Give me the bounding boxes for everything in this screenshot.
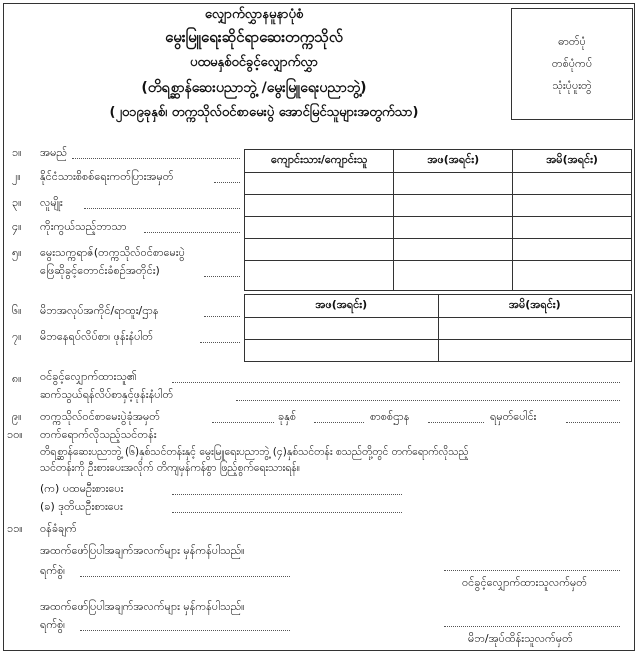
- occupation-mother-cell[interactable]: [438, 318, 632, 340]
- item-5-label-cont: ဖြေဆိုခွင့်တောင်းခံစဉ်အတိုင်း): [40, 264, 160, 277]
- religion-leader: [144, 232, 240, 233]
- parent-signature-field[interactable]: [444, 626, 620, 627]
- first-choice-field[interactable]: [172, 494, 402, 495]
- second-choice-label: (ခ) ဒုတိယဦးစားပေး: [40, 500, 123, 513]
- name-student-cell[interactable]: [245, 173, 394, 195]
- item-5-label: မွေးသက္ကရာဇ်(တက္ကသိုလ်ဝင်စာမေးပွဲ: [40, 246, 185, 259]
- name-leader: [72, 158, 240, 159]
- item-2-label: နိုင်ငံသားစိစစ်ရေးကတ်ပြားအမှတ်: [40, 170, 174, 183]
- nrc-mother-cell[interactable]: [513, 195, 632, 217]
- occupation-leader: [204, 316, 240, 317]
- item-9-num: ၉။: [12, 410, 22, 423]
- roll-number-field[interactable]: [212, 422, 274, 423]
- item-1-label: အမည်: [40, 146, 68, 159]
- race-leader: [84, 208, 240, 209]
- item-7-label: မိဘနေရပ်လိပ်စာ၊ ဖုန်းနံပါတ်: [40, 330, 154, 343]
- item-5-num: ၅။: [12, 246, 22, 259]
- religion-student-cell[interactable]: [245, 239, 394, 261]
- name-father-cell[interactable]: [394, 173, 513, 195]
- nrc-student-cell[interactable]: [245, 195, 394, 217]
- item-8-label-cont: ဆက်သွယ်ရန်လိပ်စာနှင့်ဖုန်းနံပါတ်: [40, 388, 174, 401]
- address-father-cell[interactable]: [245, 340, 439, 362]
- item-6-label: မိဘအလုပ်အကိုင်/ရာထူး/ဌာန: [40, 304, 159, 317]
- degree-options: (တိရစ္ဆာန်ဆေးပညာဘွဲ့ /မွေးမြူရေးပညာဘွဲ့): [141, 80, 367, 96]
- second-choice-field[interactable]: [172, 512, 402, 513]
- item-3-label: လူမျိုး: [40, 196, 63, 209]
- dob-leader: [204, 276, 240, 277]
- date-label-2: ရက်စွဲ၊: [40, 618, 66, 631]
- col-mother: အမိ(အရင်း): [513, 150, 632, 173]
- religion-father-cell[interactable]: [394, 239, 513, 261]
- form-subtitle: ပထမနှစ်ဝင်ခွင့်လျှောက်လွှာ: [190, 55, 318, 70]
- photo-instruction-copies: သုံးပုံပူးတွဲ: [552, 79, 592, 92]
- col2-mother: အမိ(အရင်း): [438, 295, 632, 318]
- declaration-statement-2: အထက်ဖော်ပြပါအချက်အလက်များ မှန်ကန်ပါသည်။: [40, 600, 245, 613]
- item-10-num: ၁၀။: [7, 428, 23, 441]
- item-4-num: ၄။: [12, 220, 22, 233]
- date-field-2[interactable]: [80, 630, 290, 631]
- eligibility-note: (၂၀၁၉ခုနှစ်၊ တက္ကသိုလ်ဝင်စာမေးပွဲ အောင်မြင်သူများအတွက်သာ): [109, 105, 419, 120]
- parents-info-table: [244, 294, 632, 362]
- item-2-num: ၂။: [12, 170, 21, 183]
- photo-instruction-attach: တစ်ပုံကပ်: [551, 57, 593, 70]
- address-leader: [200, 342, 240, 343]
- item-11-num: ၁၁။: [7, 522, 23, 535]
- item-6-num: ၆။: [12, 304, 22, 317]
- applicant-address-line-2[interactable]: [236, 400, 620, 401]
- total-marks-field[interactable]: [566, 422, 620, 423]
- occupation-father-cell[interactable]: [245, 318, 439, 340]
- item-9-label: တက္ကသိုလ်ဝင်စာမေးပွဲခုံအမှတ်: [40, 410, 161, 423]
- exam-center-field[interactable]: [428, 422, 484, 423]
- applicant-signature-label: ဝင်ခွင့်လျှောက်ထားသူလက်မှတ်: [462, 576, 587, 589]
- item-10-label: တက်ရောက်လိုသည့်သင်တန်း: [40, 428, 157, 441]
- item-4-label: ကိုးကွယ်သည့်ဘာသာ: [40, 220, 127, 233]
- nrc-father-cell[interactable]: [394, 195, 513, 217]
- col-student: ကျောင်းသား/ကျောင်းသူ: [245, 150, 394, 173]
- race-father-cell[interactable]: [394, 217, 513, 239]
- race-mother-cell[interactable]: [513, 217, 632, 239]
- personal-info-table: [244, 149, 632, 291]
- address-mother-cell[interactable]: [438, 340, 632, 362]
- total-marks-label: ရမှတ်ပေါင်း: [490, 410, 537, 423]
- applicant-signature-field[interactable]: [444, 570, 620, 571]
- item-1-num: ၁။: [12, 146, 22, 159]
- item-8-label: ဝင်ခွင့်လျှောက်ထားသူ၏: [40, 370, 137, 383]
- university-name: မွေးမြူရေးဆိုင်ရာဆေးတက္ကသိုလ်: [165, 28, 343, 46]
- photo-label: ဓာတ်ပုံ: [558, 35, 586, 48]
- first-choice-label: (က) ပထမဦးစားပေး: [40, 482, 124, 495]
- course-instruction-2: သင်တန်းကို ဦးစားပေးအလိုက် တိကျမှန်ကန်စွာ ဖြည့်စွက်ရေးသားရန်။: [40, 462, 300, 474]
- item-8-num: ၈။: [12, 372, 22, 385]
- name-mother-cell[interactable]: [513, 173, 632, 195]
- date-field-1[interactable]: [80, 576, 290, 577]
- declaration-statement-1: အထက်ဖော်ပြပါအချက်အလက်များ မှန်ကန်ပါသည်။: [40, 544, 245, 557]
- race-student-cell[interactable]: [245, 217, 394, 239]
- religion-mother-cell[interactable]: [513, 239, 632, 261]
- applicant-address-line-1[interactable]: [172, 382, 620, 383]
- form-title-sample: လျှောက်လွှာနမူနာပုံစံ: [204, 7, 304, 22]
- application-form: [3, 3, 635, 651]
- item-11-label: ဝန်ခံချက်: [40, 522, 77, 535]
- year-field[interactable]: [314, 422, 364, 423]
- item-3-num: ၃။: [12, 196, 22, 209]
- date-label-1: ရက်စွဲ၊: [40, 564, 66, 577]
- parent-signature-label: မိဘ/အုပ်ထိန်းသူလက်မှတ်: [468, 632, 573, 645]
- year-label: ခုနှစ်: [278, 410, 297, 423]
- exam-center-label: စာစစ်ဌာန: [370, 410, 410, 423]
- nrc-leader: [214, 182, 240, 183]
- course-instruction-1: တိရစ္ဆာန်ဆေးပညာဘွဲ့ (၆)နှစ်သင်တန်းနှင့် မွေးမြူရေးပညာဘွဲ့ (၄)နှစ်သင်တန်း စသည်တို့တွင် တက်ရောက်လိုသည့်: [40, 446, 469, 458]
- col2-father: အဖ(အရင်း): [245, 295, 439, 318]
- photo-box[interactable]: [511, 8, 633, 120]
- dob-student-cell[interactable]: [245, 261, 394, 291]
- col-father: အဖ(အရင်း): [394, 150, 513, 173]
- item-7-num: ၇။: [12, 330, 22, 343]
- dob-father-cell[interactable]: [394, 261, 513, 291]
- dob-mother-cell[interactable]: [513, 261, 632, 291]
